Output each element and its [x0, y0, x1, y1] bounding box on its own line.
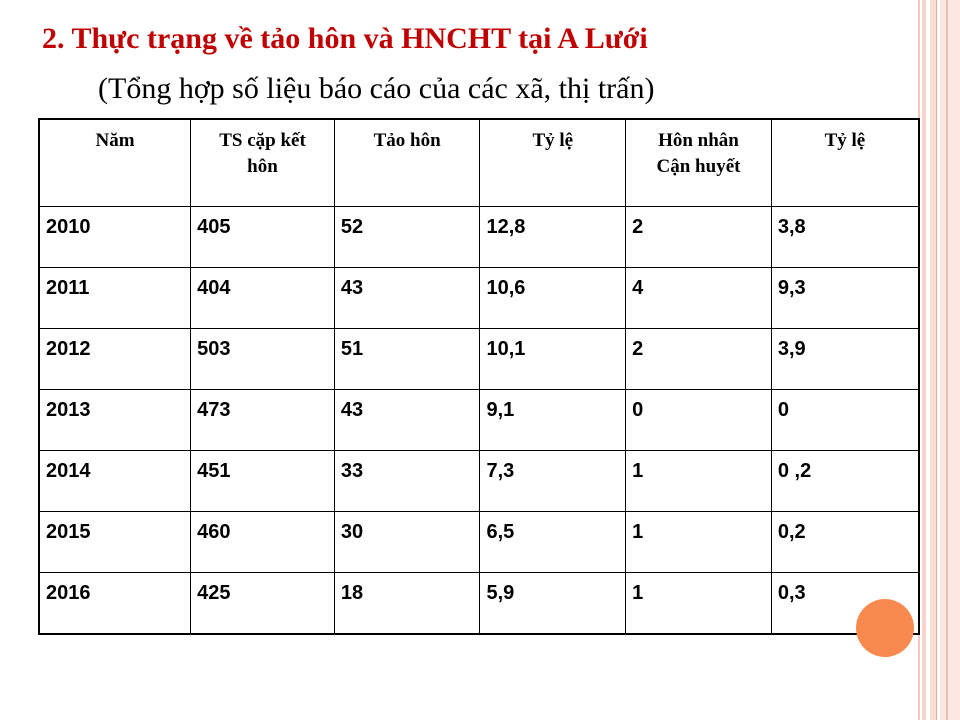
table-cell: 10,6: [480, 268, 626, 329]
decor-stripe: [936, 0, 937, 720]
table-cell: 2015: [39, 512, 191, 573]
table-row: [39, 268, 919, 329]
table-cell: 451: [191, 451, 335, 512]
slide-subtitle: (Tổng hợp số liệu báo cáo của các xã, thị trấn): [98, 72, 655, 105]
table-cell: 1: [626, 451, 772, 512]
table-cell: 33: [334, 451, 480, 512]
table-cell: 6,5: [480, 512, 626, 573]
table-header-row: [39, 119, 919, 207]
table-cell: 2: [626, 329, 772, 390]
table-cell: 51: [334, 329, 480, 390]
table-row: [39, 390, 919, 451]
table-cell: 460: [191, 512, 335, 573]
table-cell: 43: [334, 390, 480, 451]
table-row: [39, 451, 919, 512]
table-cell: 405: [191, 207, 335, 268]
table-cell: 425: [191, 573, 335, 635]
decor-stripe: [946, 0, 948, 720]
decor-stripe: [940, 0, 960, 720]
table-cell: 503: [191, 329, 335, 390]
header-total-couples: TS cặp kết hôn: [191, 119, 335, 207]
decor-circle: [856, 599, 914, 657]
table-cell: 1: [626, 512, 772, 573]
table-row: [39, 329, 919, 390]
table-row: [39, 512, 919, 573]
table-cell: 1: [626, 573, 772, 635]
table-row: [39, 573, 919, 635]
table-cell: 0: [771, 390, 919, 451]
table-cell: 18: [334, 573, 480, 635]
decor-stripe: [922, 0, 926, 720]
table-cell: 30: [334, 512, 480, 573]
table-cell: 43: [334, 268, 480, 329]
table-cell: 404: [191, 268, 335, 329]
header-year: Năm: [39, 119, 191, 207]
table-cell: 2011: [39, 268, 191, 329]
table-cell: 2012: [39, 329, 191, 390]
header-consanguineous-marriage: Hôn nhân Cận huyết: [626, 119, 772, 207]
table-cell: 12,8: [480, 207, 626, 268]
table-cell: 52: [334, 207, 480, 268]
table-cell: 0,3: [771, 573, 919, 635]
header-rate: Tỷ lệ: [771, 119, 919, 207]
table-cell: 5,9: [480, 573, 626, 635]
header-rate: Tỷ lệ: [480, 119, 626, 207]
slide-title: 2. Thực trạng về tảo hôn và HNCHT tại A Lưới: [42, 22, 648, 55]
table-cell: 3,8: [771, 207, 919, 268]
table-cell: 4: [626, 268, 772, 329]
table-cell: 473: [191, 390, 335, 451]
table-cell: 0,2: [771, 512, 919, 573]
table-cell: 9,3: [771, 268, 919, 329]
table-cell: 9,1: [480, 390, 626, 451]
table-cell: 3,9: [771, 329, 919, 390]
table-cell: 0: [626, 390, 772, 451]
table-cell: 2013: [39, 390, 191, 451]
statistics-table: [38, 118, 920, 635]
table-cell: 2014: [39, 451, 191, 512]
table-cell: 2016: [39, 573, 191, 635]
table-cell: 10,1: [480, 329, 626, 390]
table-row: [39, 207, 919, 268]
table-cell: 2: [626, 207, 772, 268]
table-cell: 7,3: [480, 451, 626, 512]
table-cell: 2010: [39, 207, 191, 268]
table-cell: 0 ,2: [771, 451, 919, 512]
header-child-marriage: Tảo hôn: [334, 119, 480, 207]
